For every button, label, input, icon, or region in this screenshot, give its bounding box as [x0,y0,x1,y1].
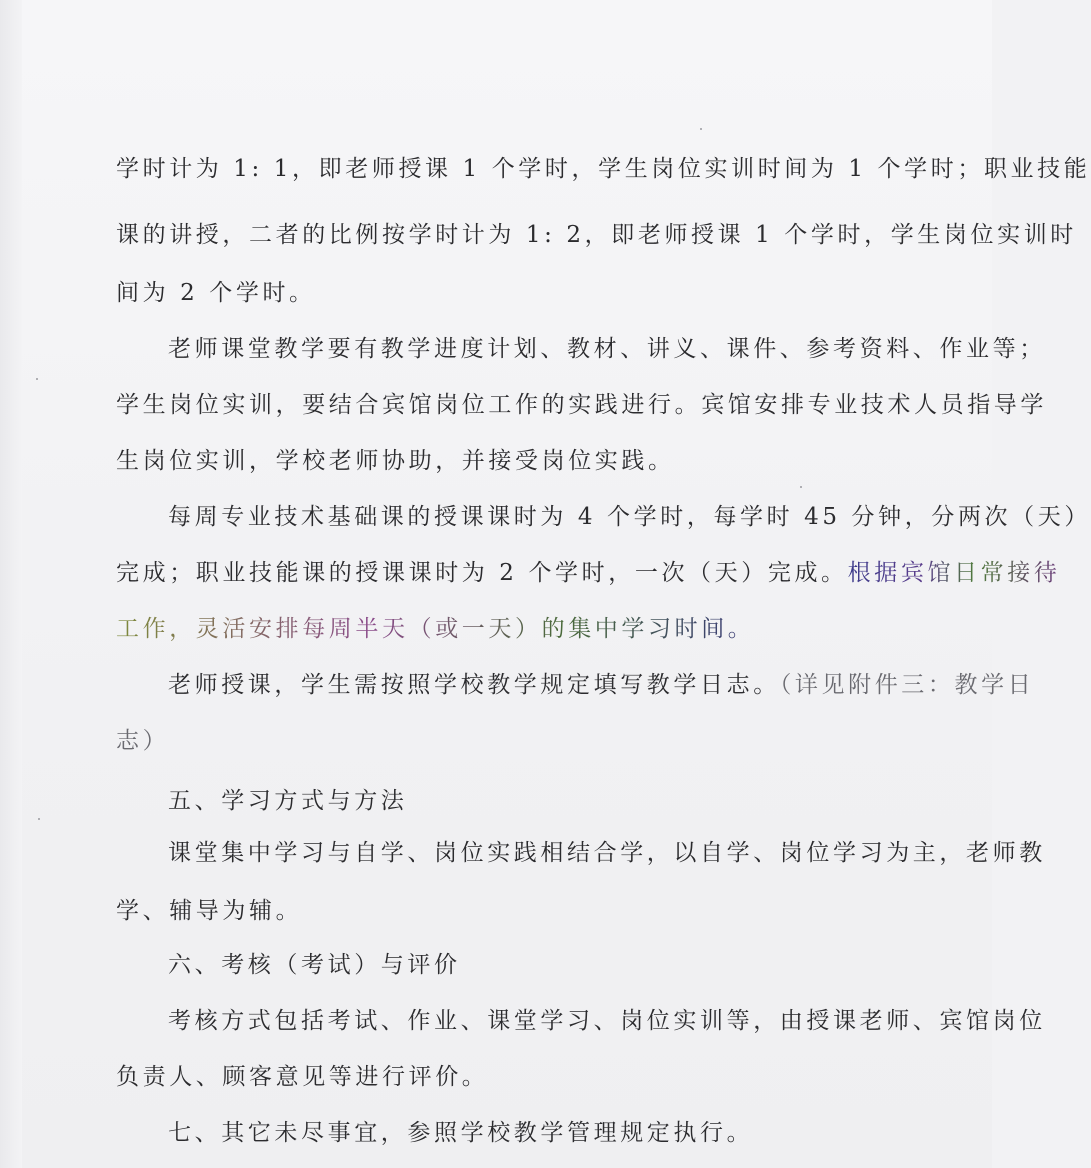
highlighted-text: 工作，灵活安排每周半天（或一天）的集中学习时间。 [116,616,755,642]
scan-edge-shadow [0,0,22,1168]
paragraph-line [116,558,1060,588]
scan-speck [38,818,40,820]
highlighted-text: 根据宾馆日常接待 [847,560,1061,586]
scan-speck [700,128,702,130]
scan-speck [800,486,802,488]
section-heading-7: 七、其它未尽事宜，参照学校教学管理规定执行。 [168,1120,754,1146]
paragraph-line: 负责人、顾客意见等进行评价。 [116,1064,489,1090]
paragraph-line: 每周专业技术基础课的授课课时为 4 个学时，每学时 45 分钟，分两次（天） [168,504,1091,530]
paragraph-line: 老师课堂教学要有教学进度计划、教材、讲义、课件、参考资料、作业等； [168,336,1046,362]
paragraph-line: 考核方式包括考试、作业、课堂学习、岗位实训等，由授课老师、宾馆岗位 [168,1008,1046,1034]
section-heading-6: 六、考核（考试）与评价 [168,952,461,978]
paragraph-line: 学、辅导为辅。 [116,898,303,924]
paragraph-line: 课的讲授，二者的比例按学时计为 1: 2，即老师授课 1 个学时，学生岗位实训时 [116,222,1077,248]
paragraph-line: 志） [116,728,170,754]
plain-text: 完成；职业技能课的授课课时为 2 个学时，一次（天）完成。 [116,560,848,586]
faded-text: （详见附件三：教学日 [779,672,1035,698]
paragraph-line: 间为 2 个学时。 [116,280,316,306]
scan-speck [36,378,38,380]
paragraph-line: 学时计为 1: 1，即老师授课 1 个学时，学生岗位实训时间为 1 个学时；职业技能 [116,156,1091,182]
paragraph-line: 课堂集中学习与自学、岗位实践相结合学，以自学、岗位学习为主，老师教 [168,840,1046,866]
paragraph-line: 生岗位实训，学校老师协助，并接受岗位实践。 [116,448,675,474]
paragraph-line [116,614,754,644]
plain-text: 老师授课，学生需按照学校教学规定填写教学日志。 [168,672,780,698]
paragraph-line [168,670,1034,700]
section-heading-5: 五、学习方式与方法 [168,788,408,814]
paragraph-line: 学生岗位实训，要结合宾馆岗位工作的实践进行。宾馆安排专业技术人员指导学 [116,392,1047,418]
